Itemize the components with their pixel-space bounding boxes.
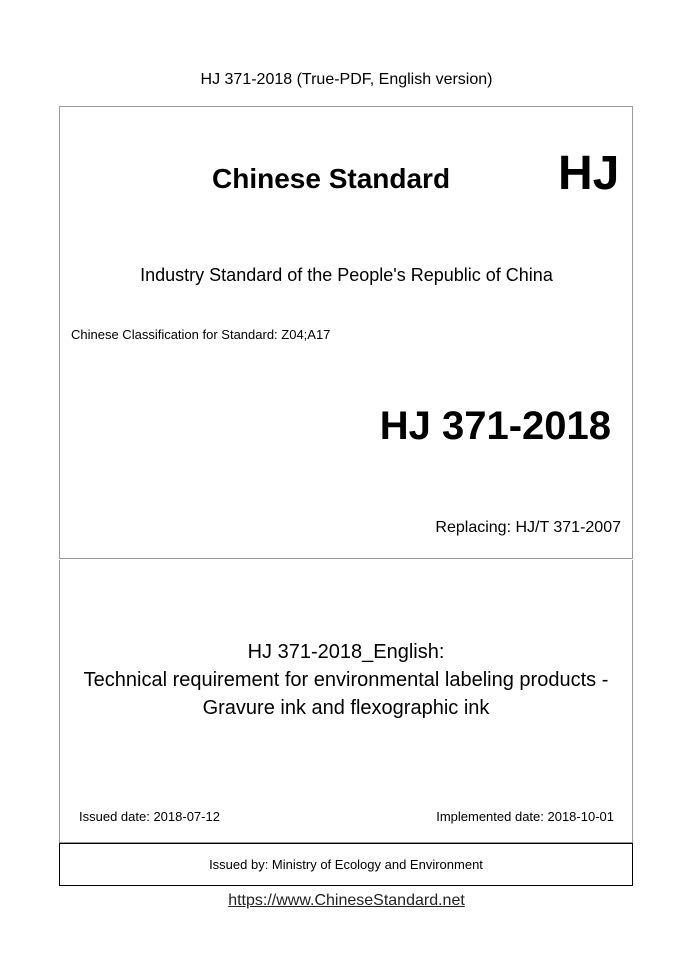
brand-name: Chinese Standard: [212, 163, 451, 194]
issuer-box: [59, 843, 633, 886]
document-title-line-1: HJ 371-2018_English:: [247, 641, 445, 663]
website-link[interactable]: https://www.ChineseStandard.net: [228, 892, 465, 909]
brand-code: HJ: [558, 147, 620, 200]
document-title: [59, 638, 633, 722]
issued-date: Issued date: 2018-07-12: [79, 809, 220, 824]
industry-standard-line: Industry Standard of the People's Republic of China: [140, 265, 553, 285]
page-header-title: HJ 371-2018 (True-PDF, English version): [200, 71, 493, 88]
document-title-line-2: Technical requirement for environmental labeling products -: [83, 669, 609, 691]
standard-number: HJ 371-2018: [379, 404, 611, 448]
implemented-date: Implemented date: 2018-10-01: [436, 809, 614, 824]
replacing-line: Replacing: HJ/T 371-2007: [435, 519, 621, 536]
issuer-text: Issued by: Ministry of Ecology and Environment: [209, 857, 483, 872]
document-title-line-3: Gravure ink and flexographic ink: [202, 697, 490, 719]
classification-line: Chinese Classification for Standard: Z04;A17: [71, 327, 331, 342]
